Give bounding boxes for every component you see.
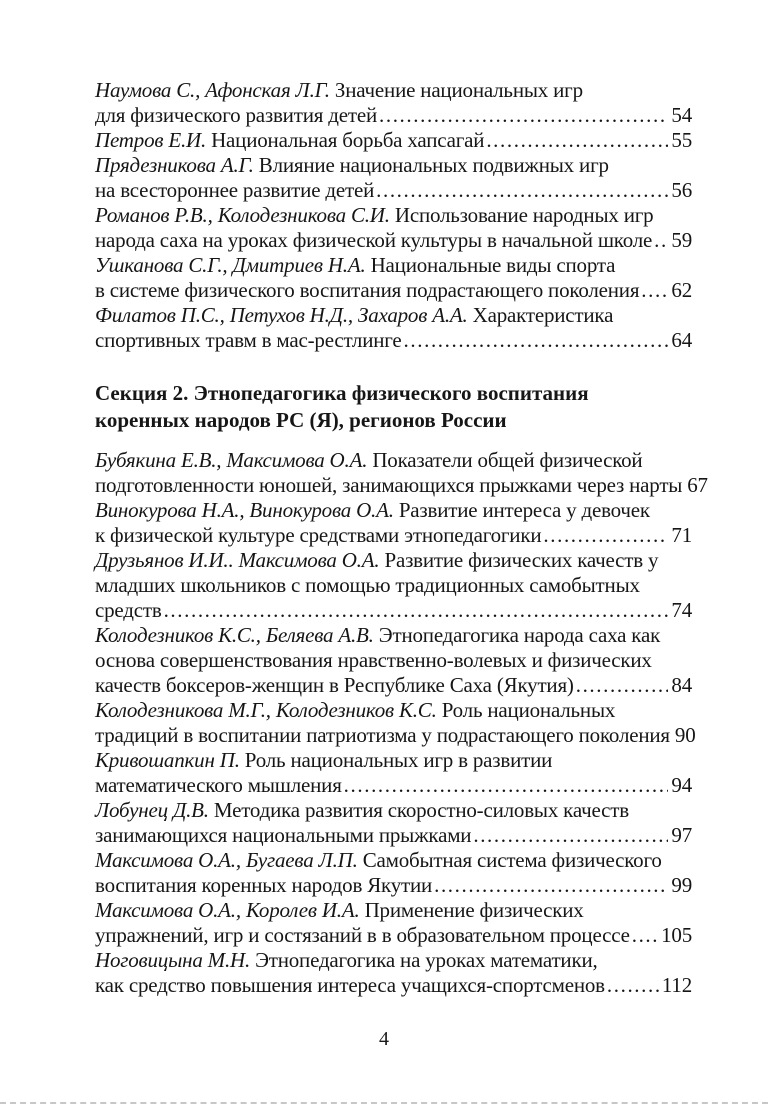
- entry-line-text: Филатов П.С., Петухов Н.Д., Захаров А.А. Характеристика: [95, 303, 614, 327]
- dot-leader: [641, 278, 668, 303]
- toc-section-1: [95, 78, 692, 353]
- dot-leader: [607, 973, 659, 998]
- entry-page-number: 84: [671, 673, 692, 697]
- entry-page-number: 56: [671, 178, 692, 202]
- dot-leader: [404, 328, 669, 353]
- entry-authors: Друзьянов И.И.. Максимова О.А.: [95, 548, 380, 572]
- entry-line-text: Колодезников К.С., Беляева А.В. Этнопедагогика народа саха как: [95, 623, 661, 647]
- dot-leader: [434, 873, 668, 898]
- toc-entry-line: [95, 178, 692, 203]
- entry-authors: Колодезников К.С., Беляева А.В.: [95, 623, 374, 647]
- entry-line-text: Максимова О.А., Королев И.А. Применение физических: [95, 898, 584, 922]
- entry-line-text: Ноговицына М.Н. Этнопедагогика на уроках математики,: [95, 948, 598, 972]
- toc-entry-line: [95, 598, 692, 623]
- toc-entry-line: [95, 228, 692, 253]
- footer-page-number: 4: [379, 1028, 389, 1050]
- entry-line-text: Кривошапкин П. Роль национальных игр в развитии: [95, 748, 553, 772]
- toc-entry-line: [95, 798, 692, 823]
- section-heading-line: коренных народов РС (Я), регионов России: [95, 408, 507, 432]
- toc-entry-line: [95, 78, 692, 103]
- entry-line-text: упражнений, игр и состязаний в в образовательном процессе: [95, 923, 630, 947]
- table-of-contents: [95, 78, 708, 998]
- entry-line-text: Бубякина Е.В., Максимова О.А. Показатели общей физической: [95, 448, 643, 472]
- entry-authors: Винокурова Н.А., Винокурова О.А.: [95, 498, 394, 522]
- entry-page-number: 59: [671, 228, 692, 252]
- entry-page-number: 94: [671, 773, 692, 797]
- entry-page-number: 62: [671, 278, 692, 302]
- entry-line-text: младших школьников с помощью традиционных самобытных: [95, 573, 640, 597]
- scan-edge-artifact: [0, 1102, 768, 1104]
- entry-page-number: 105: [661, 923, 692, 947]
- dot-leader: [379, 103, 668, 128]
- entry-line-text: Винокурова Н.А., Винокурова О.А. Развитие интереса у девочек: [95, 498, 650, 522]
- toc-entry-line: [95, 848, 692, 873]
- toc-entry-line: [95, 973, 692, 998]
- entry-line-text: к физической культуре средствами этнопедагогики: [95, 523, 542, 547]
- entry-line-text: Максимова О.А., Бугаева Л.П. Самобытная система физического: [95, 848, 662, 872]
- toc-entry-line: [95, 773, 692, 798]
- dot-leader: [164, 598, 669, 623]
- toc-entry-line: [95, 523, 692, 548]
- entry-line-text: Друзьянов И.И.. Максимова О.А. Развитие физических качеств у: [95, 548, 659, 572]
- toc-entry-line: [95, 498, 692, 523]
- toc-entry-line: [95, 203, 692, 228]
- entry-authors: Филатов П.С., Петухов Н.Д., Захаров А.А.: [95, 303, 468, 327]
- dot-leader: [654, 228, 668, 253]
- toc-entry-line: [95, 923, 692, 948]
- toc-entry-line: [95, 698, 692, 723]
- dot-leader: [376, 178, 668, 203]
- entry-line-text: в системе физического воспитания подрастающего поколения: [95, 278, 640, 302]
- entry-line-text: качеств боксеров-женщин в Республике Саха (Якутия): [95, 673, 574, 697]
- entry-authors: Максимова О.А., Королев И.А.: [95, 898, 360, 922]
- dot-leader: [632, 923, 658, 948]
- entry-page-number: 97: [671, 823, 692, 847]
- toc-entry-line: [95, 723, 696, 748]
- toc-entry-line: [95, 128, 692, 153]
- entry-authors: Ноговицына М.Н.: [95, 948, 251, 972]
- toc-entry-line: [95, 253, 692, 278]
- entry-page-number: 71: [671, 523, 692, 547]
- dot-leader: [486, 128, 668, 153]
- toc-entry-line: [95, 153, 692, 178]
- entry-line-text: спортивных травм в мас-рестлинге: [95, 328, 402, 352]
- entry-page-number: 67: [687, 473, 708, 497]
- dot-leader: [473, 823, 668, 848]
- entry-authors: Прядезникова А.Г.: [95, 153, 254, 177]
- toc-entry-line: [95, 103, 692, 128]
- entry-line-text: Романов Р.В., Колодезникова С.И. Использование народных игр: [95, 203, 654, 227]
- toc-entry-line: [95, 303, 692, 328]
- entry-page-number: 90: [674, 723, 696, 747]
- toc-entry-line: [95, 548, 692, 573]
- entry-line-text: для физического развития детей: [95, 103, 377, 127]
- toc-entry-line: [95, 278, 692, 303]
- entry-page-number: 64: [671, 328, 692, 352]
- entry-line-text: средств: [95, 598, 162, 622]
- entry-line-text: на всестороннее развитие детей: [95, 178, 375, 202]
- entry-authors: Петров Е.И.: [95, 128, 207, 152]
- toc-entry-line: [95, 473, 708, 498]
- entry-line-text: Прядезникова А.Г. Влияние национальных подвижных игр: [95, 153, 609, 177]
- entry-authors: Лобунец Д.В.: [95, 798, 209, 822]
- entry-page-number: 74: [671, 598, 692, 622]
- entry-page-number: 55: [671, 128, 692, 152]
- toc-entry-line: [95, 898, 692, 923]
- entry-line-text: воспитания коренных народов Якутии: [95, 873, 433, 897]
- toc-entry-line: [95, 673, 692, 698]
- entry-line-text: основа совершенствования нравственно-волевых и физических: [95, 648, 652, 672]
- toc-entry-line: [95, 873, 692, 898]
- entry-authors: Романов Р.В., Колодезникова С.И.: [95, 203, 390, 227]
- dot-leader: [543, 523, 668, 548]
- toc-entry-line: [95, 328, 692, 353]
- toc-section-2: [95, 380, 708, 998]
- entry-line-text: занимающихся национальными прыжками: [95, 823, 472, 847]
- dot-leader: [344, 773, 669, 798]
- entry-line-text: Петров Е.И. Национальная борьба хапсагай: [95, 128, 485, 152]
- entry-page-number: 99: [671, 873, 692, 897]
- entry-line-text: Колодезникова М.Г., Колодезников К.С. Роль национальных: [95, 698, 616, 722]
- dot-leader: [576, 673, 669, 698]
- entry-line-text: традиций в воспитании патриотизма у подрастающего поколения: [95, 723, 670, 747]
- entry-line-text: математического мышления: [95, 773, 342, 797]
- toc-entry-line: [95, 748, 692, 773]
- entry-authors: Максимова О.А., Бугаева Л.П.: [95, 848, 358, 872]
- entry-authors: Бубякина Е.В., Максимова О.А.: [95, 448, 368, 472]
- entry-authors: Наумова С., Афонская Л.Г.: [95, 78, 330, 102]
- entry-authors: Колодезникова М.Г., Колодезников К.С.: [95, 698, 437, 722]
- entry-page-number: 54: [671, 103, 692, 127]
- toc-entry-line: [95, 623, 692, 648]
- entry-line-text: как средство повышения интереса учащихся-спортсменов: [95, 973, 605, 997]
- entry-line-text: Наумова С., Афонская Л.Г. Значение национальных игр: [95, 78, 583, 102]
- entry-page-number: 112: [661, 973, 692, 997]
- toc-entry-line: [95, 573, 692, 598]
- entry-line-text: Ушканова С.Г., Дмитриев Н.А. Национальные виды спорта: [95, 253, 616, 277]
- toc-entry-line: [95, 448, 692, 473]
- entry-line-text: Лобунец Д.В. Методика развития скоростно-силовых качеств: [95, 798, 629, 822]
- toc-entry-line: [95, 948, 692, 973]
- section-heading-line: Секция 2. Этнопедагогика физического воспитания: [95, 381, 589, 405]
- toc-entry-line: [95, 823, 692, 848]
- entry-line-text: народа саха на уроках физической культуры в начальной школе: [95, 228, 653, 252]
- entry-authors: Ушканова С.Г., Дмитриев Н.А.: [95, 253, 366, 277]
- entry-line-text: подготовленности юношей, занимающихся прыжками через нарты: [95, 473, 683, 497]
- toc-entry-line: [95, 648, 692, 673]
- entry-authors: Кривошапкин П.: [95, 748, 240, 772]
